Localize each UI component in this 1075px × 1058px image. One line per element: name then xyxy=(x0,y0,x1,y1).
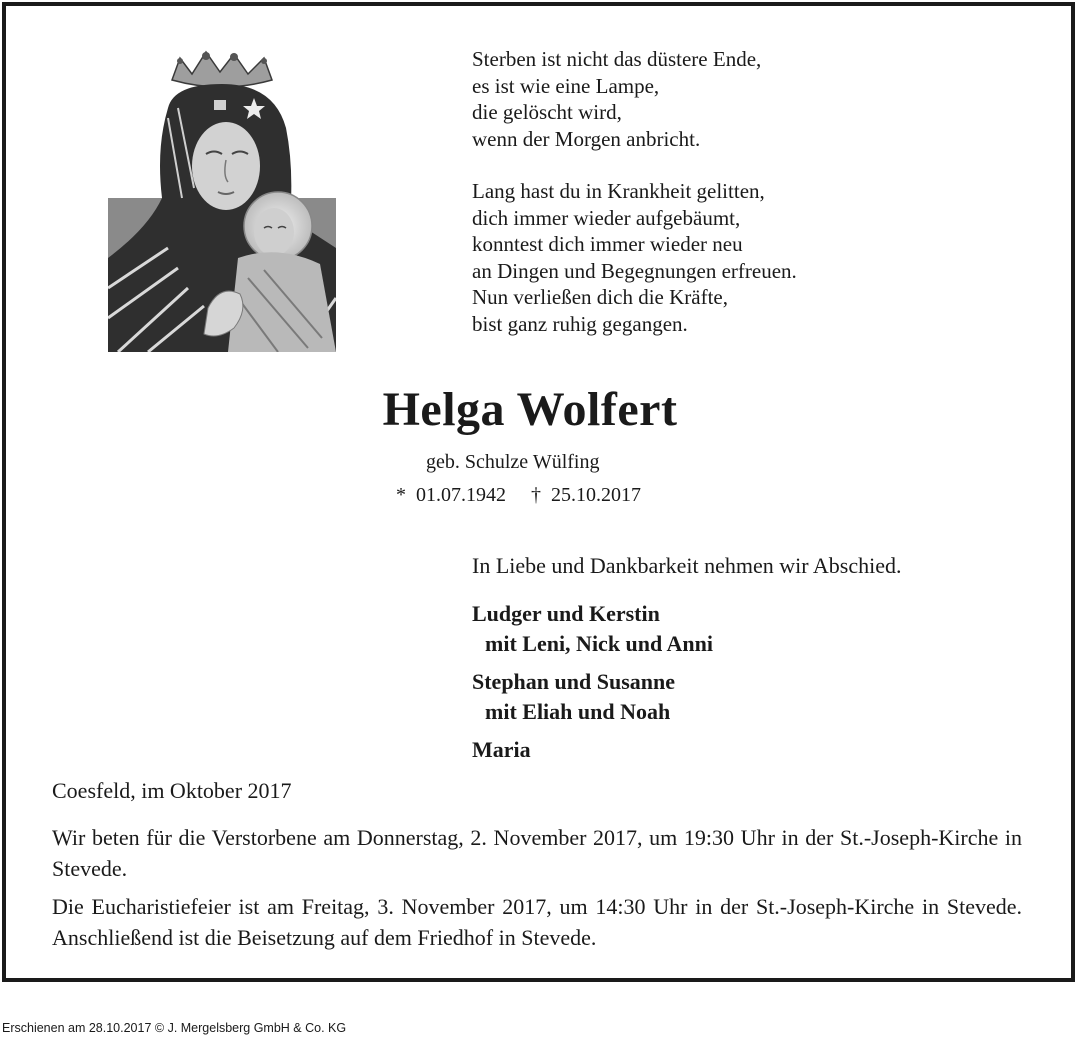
poem-line: konntest dich immer wieder neu xyxy=(472,232,743,256)
family-list xyxy=(472,599,713,773)
prayer-paragraph: Wir beten für die Verstorbene am Donnerstag, 2. November 2017, um 19:30 Uhr in der St.-Joseph-Kirche in Stevede. xyxy=(52,825,1022,881)
poem-line: dich immer wieder aufgebäumt, xyxy=(472,205,741,230)
birth-date: 01.07.1942 xyxy=(416,484,506,506)
family-group xyxy=(472,735,713,765)
poem-line: es ist wie eine Lampe, xyxy=(472,73,660,98)
family-main: Stephan und Susanne xyxy=(472,669,676,694)
poem xyxy=(472,46,797,363)
birth-star-icon: * xyxy=(396,484,406,506)
family-sub: mit Eliah und Noah xyxy=(485,699,671,724)
death-date: 25.10.2017 xyxy=(551,484,641,506)
poem-line: wenn der Morgen anbricht. xyxy=(472,126,701,151)
family-main: Maria xyxy=(472,737,531,762)
farewell-text: In Liebe und Dankbarkeit nehmen wir Abschied. xyxy=(472,553,902,578)
poem-line: Lang hast du in Krankheit gelitten, xyxy=(472,179,765,203)
poem-stanza-2 xyxy=(472,178,797,337)
death-cross-icon: † xyxy=(531,484,541,506)
poem-stanza-1 xyxy=(472,46,797,152)
family-group xyxy=(472,667,713,727)
life-dates xyxy=(396,484,641,507)
poem-line: die gelöscht wird, xyxy=(472,100,622,124)
family-group xyxy=(472,599,713,659)
family-main: Ludger und Kerstin xyxy=(472,601,660,626)
deceased-name: Helga Wolfert xyxy=(382,383,678,436)
poem-line: an Dingen und Begegnungen erfreuen. xyxy=(472,258,797,283)
publication-footer: Erschienen am 28.10.2017 © J. Mergelsberg GmbH & Co. KG xyxy=(2,1021,347,1035)
poem-line: Sterben ist nicht das düstere Ende, xyxy=(472,47,762,71)
madonna-child-icon xyxy=(108,48,336,352)
maiden-name: geb. Schulze Wülfing xyxy=(426,451,600,473)
poem-line: bist ganz ruhig gegangen. xyxy=(472,311,688,336)
place-date: Coesfeld, im Oktober 2017 xyxy=(52,778,292,803)
mass-paragraph: Die Eucharistiefeier ist am Freitag, 3. November 2017, um 14:30 Uhr in der St.-Joseph-Kirche in Stevede. Anschließend ist die Beisetzung auf dem Friedhof in Stevede. xyxy=(52,894,1022,950)
poem-line: Nun verließen dich die Kräfte, xyxy=(472,285,728,309)
family-sub: mit Leni, Nick und Anni xyxy=(485,631,714,656)
